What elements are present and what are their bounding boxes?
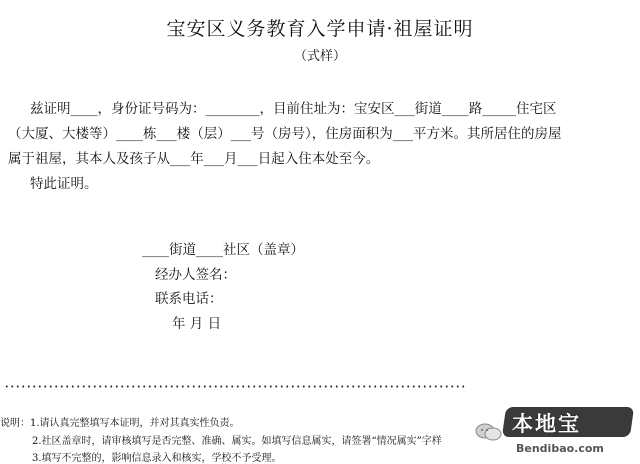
signature-phone: 联系电话：	[155, 291, 223, 307]
wechat-icon	[474, 422, 504, 442]
body-line-4: 特此证明。	[30, 176, 98, 192]
document-subtitle: （式样）	[293, 49, 346, 64]
body-line-1: 兹证明____，身份证号码为：________，目前住址为：宝安区___街道____路_____住宅区	[30, 101, 557, 117]
signature-handler: 经办人签名：	[155, 267, 236, 283]
body-line-2: （大厦、大楼等）____栋___楼（层）___号（房号），住房面积为___平方米。其所居住的房屋	[8, 126, 562, 142]
watermark-logo	[474, 404, 640, 464]
note-2: 2.社区盖章时，请审核填写是否完整、准确、属实。如填写信息属实，请签署“情况属实”字样	[32, 436, 442, 447]
signature-unit: ____街道____社区（盖章）	[142, 242, 304, 258]
signature-date: 年 月 日	[172, 316, 222, 332]
document-title: 宝安区义务教育入学申请·祖屋证明	[166, 18, 474, 40]
watermark-domain: Bendibao.com	[516, 442, 604, 455]
dotted-divider	[4, 385, 466, 388]
note-3: 3.填写不完整的，影响信息录入和核实，学校不予受理。	[32, 453, 282, 464]
watermark-name: 本地宝	[512, 412, 581, 436]
note-1: 说明：1.请认真完整填写本证明，并对其真实性负责。	[0, 418, 240, 429]
body-line-3: 属于祖屋，其本人及孩子从___年___月___日起入住本处至今。	[8, 151, 380, 167]
